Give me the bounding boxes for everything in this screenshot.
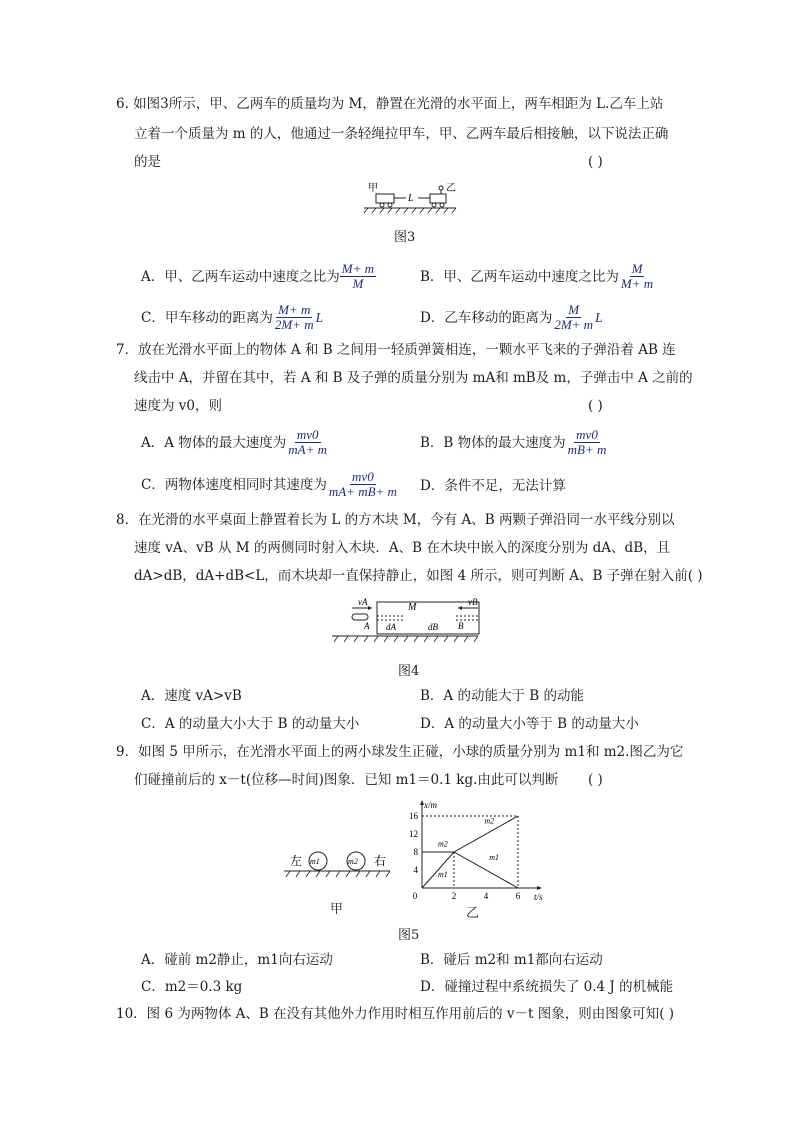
x-axis-label: t/s xyxy=(534,892,543,900)
series-label-m1: m1 xyxy=(489,853,499,863)
q9-option-d[interactable]: D．碰撞过程中系统损失了 0.4 J 的机械能 xyxy=(420,979,674,995)
figure-5-xt-chart xyxy=(400,796,560,900)
fig5-ball-m1: m1 xyxy=(310,857,320,866)
series-label-m2: m2 xyxy=(484,816,495,826)
fig5-ball-m2: m2 xyxy=(348,857,358,866)
q6-option-a[interactable]: A．甲、乙两车运动中速度之比为 $\frac{M+ m}{M}$ xyxy=(141,261,374,291)
q9-option-b[interactable]: B．碰后 m2和 m1都向右运动 xyxy=(420,952,603,968)
q7-option-c[interactable]: C．两物体速度相同时其速度为 $\frac{mv0}{mA+ mB+ m}$ xyxy=(141,469,397,499)
x-axis-arrow xyxy=(537,886,542,890)
fig4-label-vA: vA xyxy=(358,597,368,607)
fig4-label-A: A xyxy=(364,621,370,631)
q8-line2: 速度 vA、vB 从 M 的两侧同时射入木块．A、B 在木块中嵌入的深度分别为 dA、dB，且 xyxy=(134,540,671,556)
series-m1-line xyxy=(422,852,518,888)
q9-option-a[interactable]: A．碰前 m2静止，m1向右运动 xyxy=(141,952,333,968)
x-tick-label: 6 xyxy=(515,891,521,900)
series-m2-line xyxy=(422,816,518,852)
fig4-label-B: B xyxy=(458,621,464,631)
x-tick-label: 2 xyxy=(451,891,457,900)
q6-answer-paren: ( ) xyxy=(588,154,603,170)
fig3-caption: 图3 xyxy=(394,230,416,245)
q7-option-d[interactable]: D．条件不足，无法计算 xyxy=(420,478,566,494)
q7-line2: 线击中 A，并留在其中，若 A 和 B 及子弹的质量分别为 mA和 mB及 m，子弹击中 A 之前的 xyxy=(134,370,693,386)
q8-option-c[interactable]: C．A 的动量大小大于 B 的动量大小 xyxy=(141,716,360,732)
q6-option-c[interactable]: C．甲车移动的距离为 $\frac{M+ m}{2M+ m}$ L xyxy=(141,302,324,332)
q7-option-b[interactable]: B．B 物体的最大速度为 $\frac{mv0}{mB+ m}$ xyxy=(420,427,607,457)
fig4-caption: 图4 xyxy=(398,664,420,679)
q10-line1: 10．图 6 为两物体 A、B 在没有其他外力作用时相互作用前后的 v－t 图象，则由图象可知( ) xyxy=(116,1006,675,1022)
q6-line3: 的是 xyxy=(134,154,161,170)
q7-line1: 7．放在光滑水平面上的物体 A 和 B 之间用一轻质弹簧相连，一颗水平飞来的子弹沿着 AB 连 xyxy=(116,342,676,358)
fig5-label-left: 左 xyxy=(290,854,303,868)
q8-option-b[interactable]: B．A 的动能大于 B 的动能 xyxy=(420,688,584,704)
q8-option-d[interactable]: D．A 的动量大小等于 B 的动量大小 xyxy=(420,716,639,732)
q8-option-a[interactable]: A．速度 vA>vB xyxy=(141,688,242,704)
y-tick-label: 8 xyxy=(413,847,418,857)
fig3-label-jia: 甲 xyxy=(368,183,378,194)
fig4-label-vB: vB xyxy=(468,597,478,607)
q8-line3: dA>dB，dA+dB<L，而木块却一直保持静止，如图 4 所示，则可判断 A、B 子弹在射入前( ) xyxy=(134,568,703,584)
q9-option-c[interactable]: C．m2＝0.3 kg xyxy=(141,979,243,995)
fig5-label-right: 右 xyxy=(374,854,387,868)
fig4-label-dB: dB xyxy=(428,622,438,632)
fig4-label-dA: dA xyxy=(386,622,396,632)
y-tick-label: 16 xyxy=(409,811,418,821)
y-axis-label: x/m xyxy=(424,800,437,810)
q7-line3: 速度为 v0，则 xyxy=(134,398,223,414)
figure-5-balls xyxy=(282,848,392,878)
q7-answer-paren: ( ) xyxy=(588,398,603,414)
fig5-sub-yi: 乙 xyxy=(466,906,480,921)
fig5-sub-jia: 甲 xyxy=(330,902,344,917)
figure-4-block xyxy=(330,596,480,648)
q6-line2: 立着一个质量为 m 的人，他通过一条轻绳拉甲车，甲、乙两车最后相接触，以下说法正确 xyxy=(134,126,669,142)
q6-option-d[interactable]: D．乙车移动的距离为 $\frac{M}{2M+ m}$ L xyxy=(420,302,603,332)
series-label-m1: m1 xyxy=(438,869,448,879)
fig3-label-L: L xyxy=(408,193,414,204)
fig4-label-M: M xyxy=(408,602,417,613)
q9-line1: 9．如图 5 甲所示，在光滑水平面上的两小球发生正碰，小球的质量分别为 m1和 m2.图乙为它 xyxy=(116,744,684,760)
q9-answer-paren: ( ) xyxy=(588,772,603,788)
q7-option-a[interactable]: A．A 物体的最大速度为 $\frac{mv0}{mA+ m}$ xyxy=(141,427,328,457)
q6-line1: 6. 如图3所示，甲、乙两车的质量均为 M，静置在光滑的水平面上，两车相距为 L.乙车上站 xyxy=(116,96,664,112)
fig3-label-yi: 乙 xyxy=(446,183,456,194)
figure-3-carts xyxy=(360,180,460,216)
q6-option-b[interactable]: B．甲、乙两车运动中速度之比为 $\frac{M}{M+ m}$ xyxy=(420,261,654,291)
x-tick-label: 4 xyxy=(483,891,489,900)
fig5-caption: 图5 xyxy=(398,928,420,943)
y-tick-label: 12 xyxy=(409,829,418,839)
q9-line2: 们碰撞前后的 x－t(位移—时间)图象．已知 m1＝0.1 kg.由此可以判断 xyxy=(134,772,559,788)
y-tick-label: 4 xyxy=(413,865,418,875)
x-tick-label: 0 xyxy=(412,891,418,900)
series-label-m2: m2 xyxy=(438,839,448,849)
q8-line1: 8．在光滑的水平桌面上静置着长为 L 的方木块 M，今有 A、B 两颗子弹沿同一水平线分别以 xyxy=(116,512,675,528)
